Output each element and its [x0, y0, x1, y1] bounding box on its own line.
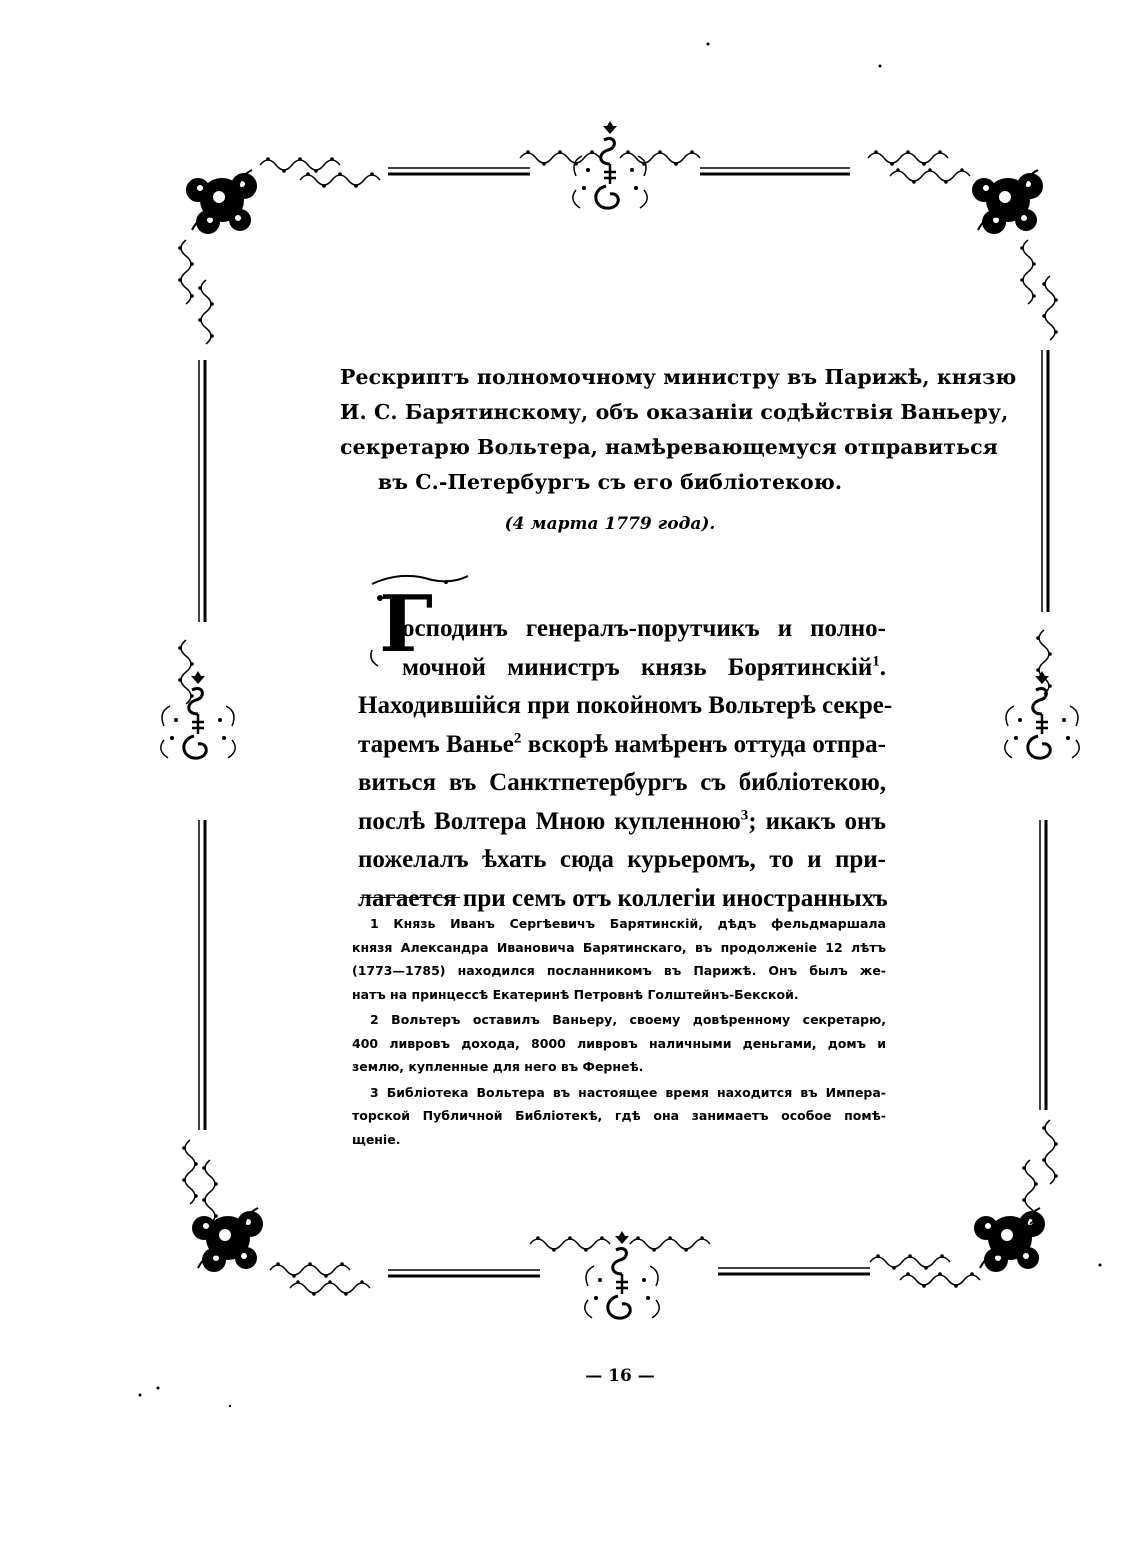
- footnote-line: торской Публичной Библіотекѣ, гдѣ она занимаетъ особое помѣ-: [352, 1108, 886, 1123]
- document-date: (4 марта 1779 года).: [504, 514, 716, 534]
- footnote-number: 3: [370, 1084, 379, 1100]
- page-number: — 16 —: [585, 1366, 655, 1386]
- body-line-text: таремъ Ванье: [358, 730, 514, 758]
- footnote-line: 400 ливровъ дохода, 8000 ливровъ наличными деньгами, домъ и: [352, 1035, 886, 1051]
- body-line-text: ; икакъ онъ: [748, 807, 886, 835]
- body-line: [358, 726, 886, 765]
- footnote-number: 1: [370, 916, 379, 931]
- footnote-line: землю, купленные для него въ Фернеѣ.: [352, 1059, 644, 1074]
- footnote-separator: [360, 897, 460, 898]
- body-line-text: послѣ Волтера Мною купленною: [358, 807, 741, 835]
- footnote-line: [352, 1008, 886, 1032]
- footnote-text: Библіотека Вольтера въ настоящее время находится въ Импера-: [386, 1084, 886, 1100]
- title-line: И. С. Барятинскому, объ оказаніи содѣйствія Ваньеру,: [340, 400, 1009, 424]
- footnote-line: натъ на принцессѣ Екатеринѣ Петровнѣ Голштейнъ-Бекской.: [352, 986, 799, 1002]
- body-line: пожелалъ ѣхать сюда курьеромъ, то и при-: [358, 846, 886, 873]
- body-line: виться въ Санктпетербургъ съ библіотекою,: [358, 769, 886, 796]
- body-text: [358, 610, 893, 918]
- footnote: [352, 912, 886, 1006]
- footnotes: [352, 912, 886, 1153]
- footnote-text: Вольтеръ оставилъ Ваньеру, своему довѣренному секретарю,: [391, 1012, 886, 1027]
- body-line: Находившійся при покойномъ Вольтерѣ секре-: [358, 692, 893, 719]
- body-line-text: вскорѣ намѣренъ оттуда отпра-: [527, 730, 887, 758]
- body-line-text: мочной министръ князь Борятинскій: [402, 653, 873, 681]
- body-line: осподинъ генералъ-порутчикъ и полно-: [402, 615, 886, 642]
- title-line: секретарю Вольтера, намѣревающемуся отправиться: [340, 435, 998, 459]
- title-line: Рескриптъ полномочному министру въ Парижѣ, князю: [340, 365, 1017, 389]
- footnote-line: щеніе.: [352, 1131, 401, 1147]
- footnote-number: 2: [370, 1012, 379, 1027]
- body-line-punct: .: [879, 653, 886, 681]
- footnote-ref: 2: [513, 730, 522, 747]
- title-line: въ С.-Петербургъ съ его библіотекою.: [377, 470, 843, 494]
- body-line: [358, 649, 886, 688]
- footnote-ref: 3: [740, 807, 749, 824]
- footnote-ref: 1: [872, 653, 880, 670]
- footnote: [352, 1008, 886, 1079]
- footnote: [352, 1081, 886, 1152]
- footnote-text: Князь Иванъ Сергѣевичъ Барятинскій, дѣдъ фельдмаршала: [393, 916, 886, 931]
- footnote-line: (1773—1785) находился посланникомъ въ Парижѣ. Онъ былъ же-: [352, 963, 886, 978]
- drop-cap-letter: Г: [379, 579, 433, 670]
- footnote-line: [352, 912, 886, 936]
- footnote-line: князя Александра Ивановича Барятинскаго, въ продолженіе 12 лѣтъ: [352, 939, 886, 955]
- document-title: [340, 360, 1017, 500]
- body-line: [358, 803, 886, 842]
- body-line: лагается при семъ отъ коллегіи иностранныхъ: [358, 884, 888, 912]
- footnote-line: [352, 1081, 886, 1105]
